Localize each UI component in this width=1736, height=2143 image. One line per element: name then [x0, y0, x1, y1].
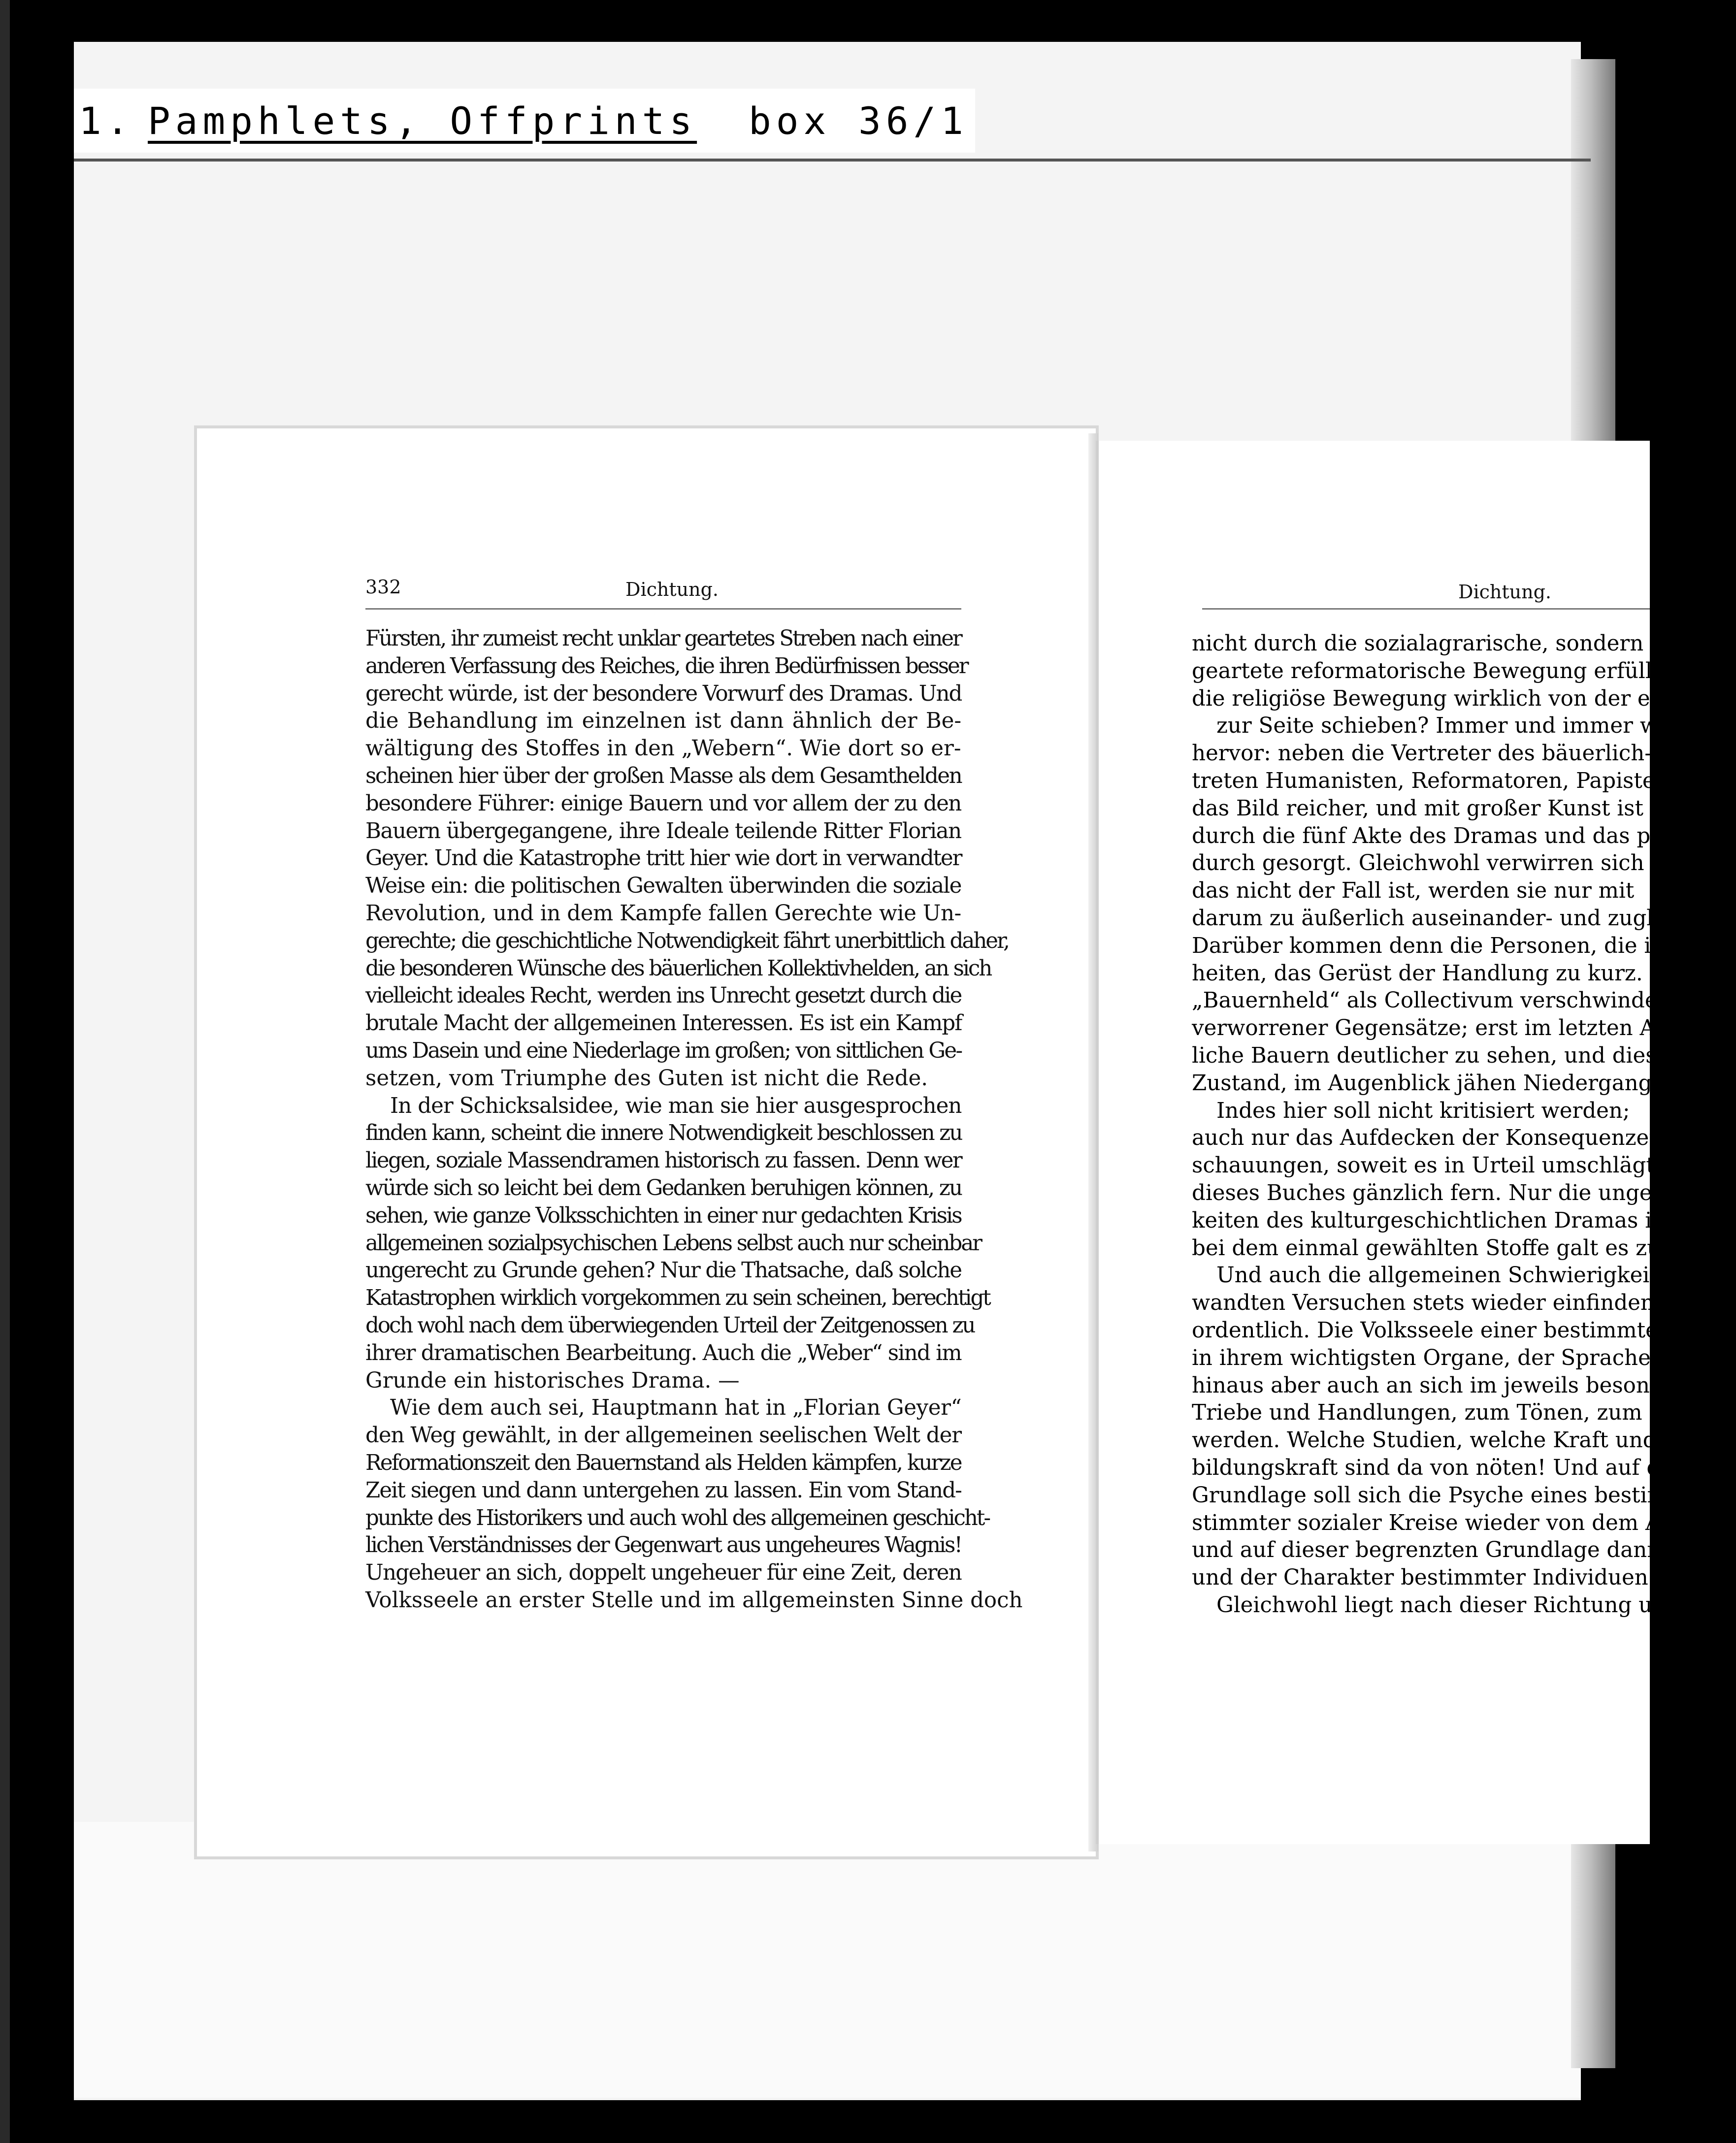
- text-line: würde sich so leicht bei dem Gedanken beruhigen können, zu: [365, 1175, 962, 1201]
- text-line: Wie dem auch sei, Hauptmann hat in „Florian Geyer“: [390, 1396, 962, 1421]
- left-page: [197, 428, 1096, 1856]
- text-line: die besonderen Wünsche des bäuerlichen Kollektivhelden, an sich: [365, 956, 991, 981]
- text-line: die religiöse Bewegung wirklich von der ersten: [1192, 686, 1707, 711]
- text-line: ums Dasein und eine Niederlage im großen; von sittlichen Ge-: [365, 1038, 962, 1063]
- text-line: heiten, das Gerüst der Handlung zu kurz.: [1192, 961, 1643, 986]
- text-line: werden. Welche Studien, welche Kraft und D: [1192, 1428, 1681, 1453]
- text-line: ungerecht zu Grunde gehen? Nur die Thatsache, daß solche: [365, 1258, 961, 1283]
- text-line: das Bild reicher, und mit großer Kunst ist für: [1192, 796, 1682, 821]
- text-line: Ungeheuer an sich, doppelt ungeheuer für eine Zeit, deren: [365, 1560, 962, 1586]
- text-line: vielleicht ideales Recht, werden ins Unrecht gesetzt durch die: [365, 983, 961, 1008]
- text-line: bildungskraft sind da von nöten! Und auf die: [1192, 1455, 1680, 1480]
- text-line: ihrer dramatischen Bearbeitung. Auch die „Weber“ sind im: [365, 1340, 961, 1365]
- text-line: ordentlich. Die Volksseele einer bestimmten Zeit: [1192, 1318, 1722, 1343]
- text-line: doch wohl nach dem überwiegenden Urteil der Zeitgenossen zu: [365, 1313, 975, 1338]
- text-line: schauungen, soweit es in Urteil umschlägt, lie: [1192, 1153, 1695, 1178]
- text-line: und auf dieser begrenzten Grundlage dann noch: [1192, 1538, 1720, 1563]
- text-line: zur Seite schieben? Immer und immer wiede: [1216, 714, 1704, 739]
- left-body-text: [365, 625, 1023, 1615]
- text-line: punkte des Historikers und auch wohl des allgemeinen geschicht-: [365, 1505, 990, 1530]
- text-line: scheinen hier über der großen Masse als dem Gesamthelden: [365, 763, 962, 788]
- text-line: finden kann, scheint die innere Notwendigkeit beschlossen zu: [365, 1121, 962, 1146]
- text-line: in ihrem wichtigsten Organe, der Sprache der: [1192, 1345, 1695, 1370]
- page-number: 332: [365, 576, 401, 598]
- text-line: hervor: neben die Vertreter des bäuerlich-gutsh: [1192, 741, 1713, 766]
- right-head-rule: [1202, 608, 1650, 610]
- text-line: Geyer. Und die Katastrophe tritt hier wie dort in verwandter: [365, 846, 962, 871]
- text-line: das nicht der Fall ist, werden sie nur mit: [1192, 878, 1635, 904]
- text-line: hinaus aber auch an sich im jeweils besonderen: [1192, 1373, 1713, 1398]
- text-line: Gleichwohl liegt nach dieser Richtung unz: [1216, 1592, 1678, 1618]
- text-line: gerechte; die geschichtliche Notwendigkeit fährt unerbittlich daher,: [365, 928, 1009, 953]
- left-head-rule: [365, 608, 961, 610]
- text-line: Fürsten, ihr zumeist recht unklar geartetes Streben nach einer: [365, 626, 961, 651]
- label-title: Pamphlets, Offprints: [148, 98, 697, 143]
- text-line: gerecht würde, ist der besondere Vorwurf des Dramas. Und: [365, 681, 962, 706]
- label-rule: [74, 159, 1591, 162]
- text-line: „Bauernheld“ als Collectivum verschwindet u: [1192, 988, 1687, 1013]
- text-line: Weise ein: die politischen Gewalten überwinden die soziale: [365, 874, 961, 899]
- text-line: Grunde ein historisches Drama. —: [365, 1368, 740, 1393]
- label-number: 1.: [79, 98, 134, 143]
- text-line: besondere Führer: einige Bauern und vor allem der zu den: [365, 791, 961, 816]
- text-line: wältigung des Stoffes in den „Webern“. Wie dort so er-: [365, 736, 961, 761]
- text-line: darum zu äußerlich auseinander- und zugleich zu: [1192, 906, 1731, 931]
- text-line: Revolution, und in dem Kampfe fallen Gerechte wie Un-: [365, 901, 961, 926]
- text-line: allgemeinen sozialpsychischen Lebens selbst auch nur scheinbar: [365, 1231, 981, 1256]
- text-line: durch die fünf Akte des Dramas und das prächtig: [1192, 823, 1729, 848]
- text-line: Und auch die allgemeinen Schwierigkeiten,: [1216, 1263, 1692, 1288]
- text-line: Grundlage soll sich die Psyche eines bestimmten: [1192, 1483, 1723, 1508]
- text-line: geartete reformatorische Bewegung erfüllt wa: [1192, 658, 1699, 683]
- left-running-head: Dichtung.: [625, 579, 719, 600]
- right-body-text: [1192, 630, 1736, 1620]
- text-line: Volksseele an erster Stelle und im allgemeinsten Sinne doch: [365, 1588, 1023, 1613]
- text-line: brutale Macht der allgemeinen Interessen. Es ist ein Kampf: [365, 1011, 962, 1036]
- text-line: und der Charakter bestimmter Individuen!: [1192, 1565, 1657, 1591]
- text-line: keiten des kulturgeschichtlichen Dramas im vor: [1192, 1208, 1714, 1233]
- text-line: den Weg gewählt, in der allgemeinen seelischen Welt der: [365, 1423, 962, 1448]
- text-line: treten Humanisten, Reformatoren, Papisten. Ger: [1192, 768, 1723, 793]
- text-line: auch nur das Aufdecken der Konsequenzen: [1192, 1126, 1663, 1151]
- text-line: Katastrophen wirklich vorgekommen zu sein scheinen, berechtigt: [365, 1286, 990, 1311]
- text-line: setzen, vom Triumphe des Guten ist nicht die Rede.: [365, 1066, 928, 1091]
- text-line: Reformationszeit den Bauernstand als Helden kämpfen, kurze: [365, 1450, 961, 1475]
- text-line: die Behandlung im einzelnen ist dann ähnlich der Be-: [365, 709, 962, 734]
- text-line: In der Schicksalsidee, wie man sie hier ausgesprochen: [390, 1093, 962, 1118]
- text-line: Zustand, im Augenblick jähen Niedergangs ihre: [1192, 1071, 1714, 1096]
- text-line: durch gesorgt. Gleichwohl verwirren sich die: [1192, 851, 1684, 876]
- archive-label: [74, 89, 975, 153]
- backing-sheet-lower: [74, 1822, 1581, 2098]
- text-line: Bauern übergegangene, ihre Ideale teilende Ritter Florian: [365, 818, 961, 844]
- label-box: box 36/1: [749, 98, 969, 143]
- film-edge: [0, 0, 10, 2143]
- text-line: Darüber kommen denn die Personen, die individ: [1192, 933, 1718, 958]
- text-line: Triebe und Handlungen, zum Tönen, zum: [1192, 1400, 1642, 1426]
- text-line: lichen Verständnisses der Gegenwart aus ungeheures Wagnis!: [365, 1533, 962, 1558]
- text-line: Indes hier soll nicht kritisiert werden;: [1216, 1098, 1630, 1123]
- text-line: anderen Verfassung des Reiches, die ihren Bedürfnissen besser: [365, 653, 968, 679]
- text-line: verworrener Gegensätze; erst im letzten Akt beko: [1192, 1016, 1736, 1041]
- text-line: wandten Versuchen stets wieder einfinden werde: [1192, 1291, 1729, 1316]
- text-line: nicht durch die sozialagrarische, sondern durch: [1192, 631, 1714, 656]
- text-line: liche Bauern deutlicher zu sehen, und diese nur: [1192, 1043, 1714, 1068]
- text-line: dieses Buches gänzlich fern. Nur die ungeheu: [1192, 1180, 1693, 1205]
- text-line: liegen, soziale Massendramen historisch zu fassen. Denn wer: [365, 1148, 962, 1173]
- text-line: stimmter sozialer Kreise wieder von dem Allgem: [1192, 1510, 1721, 1535]
- text-line: bei dem einmal gewählten Stoffe galt es zu be: [1192, 1235, 1694, 1261]
- right-running-head: Dichtung.: [1458, 581, 1551, 603]
- text-line: sehen, wie ganze Volksschichten in einer nur gedachten Krisis: [365, 1203, 961, 1228]
- text-line: Zeit siegen und dann untergehen zu lassen. Ein vom Stand-: [365, 1478, 961, 1503]
